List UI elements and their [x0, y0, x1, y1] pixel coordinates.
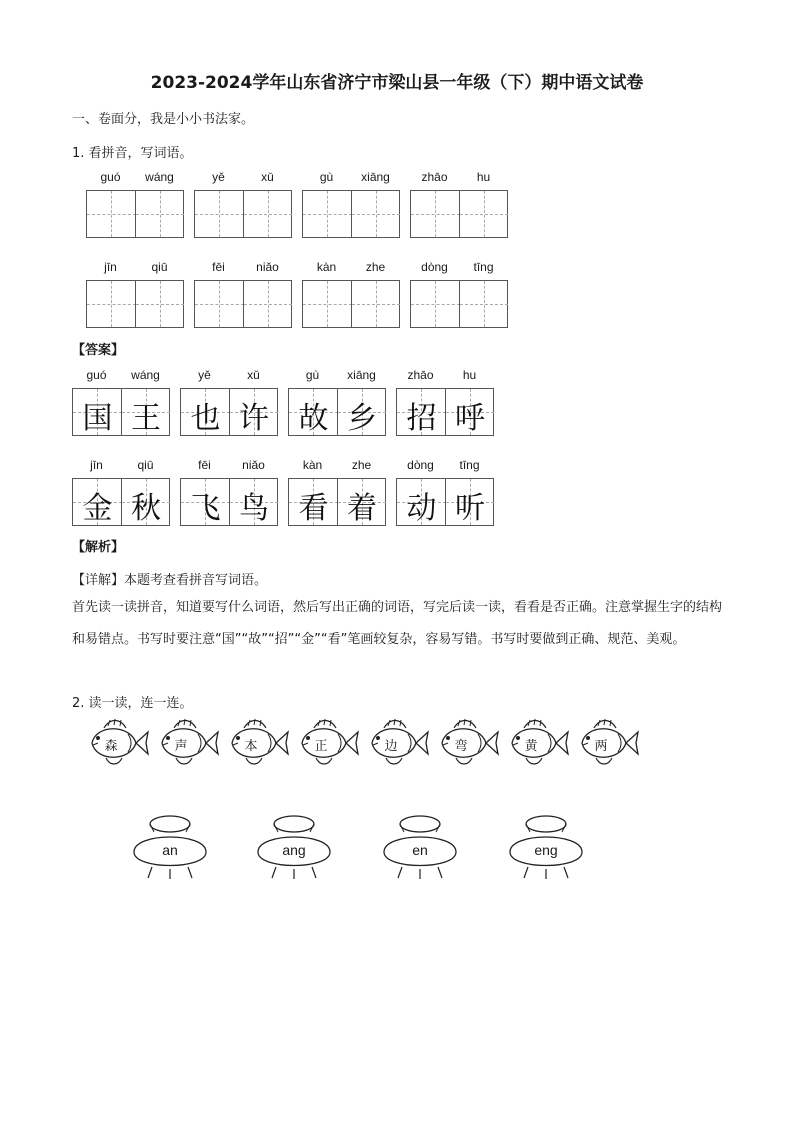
question-1: 1. 看拼音，写词语。	[72, 146, 193, 161]
pinyin-label: tīng	[459, 458, 480, 472]
pinyin-label: jīn	[90, 458, 103, 472]
pinyin-label: xǔ	[261, 170, 274, 184]
fish-character: 森	[104, 739, 118, 754]
pinyin-label: gù	[319, 170, 334, 184]
word-box-group	[72, 458, 170, 526]
tian-grid-cell	[445, 389, 494, 435]
tian-grid-box[interactable]	[86, 190, 184, 238]
pinyin-label: xǔ	[247, 368, 260, 382]
answer-character: 许	[239, 401, 269, 436]
word-box-group	[396, 458, 494, 526]
answer-character: 也	[190, 401, 221, 436]
fish-character: 黄	[524, 739, 538, 754]
tian-grid-cell[interactable]	[303, 191, 352, 237]
fish-card[interactable]	[576, 716, 640, 770]
tian-grid-cell	[229, 389, 278, 435]
pinyin-label: wáng	[145, 170, 174, 184]
answer-tag: 【答案】	[72, 343, 125, 358]
tian-grid-cell	[397, 389, 446, 435]
word-box-group	[180, 458, 278, 526]
rime-label: an	[162, 842, 178, 858]
pinyin-label: qiū	[151, 260, 168, 274]
tian-grid-cell[interactable]	[411, 191, 460, 237]
tian-grid-box	[72, 388, 170, 436]
rime-bowl[interactable]	[506, 812, 586, 882]
answer-character: 呼	[455, 401, 485, 436]
fish-card[interactable]	[296, 716, 360, 770]
tian-grid-cell	[229, 479, 278, 525]
answer-character: 秋	[131, 491, 161, 526]
tian-grid-cell[interactable]	[135, 281, 184, 327]
tian-grid-box	[288, 478, 386, 526]
explanation-paragraph: 首先读一读拼音，知道要写什么词语，然后写出正确的词语，写完后读一读，看看是否正确。注意掌握生字的结构和易错点。书写时要注意“国”“故”“招”“金”“看”笔画较复杂，容易写错。书写时要做到正确、规范、美观。	[72, 600, 723, 647]
fish-character: 弯	[454, 739, 468, 754]
pinyin-label: zhāo	[407, 368, 434, 382]
tian-grid-cell[interactable]	[303, 281, 352, 327]
tian-grid-cell[interactable]	[459, 191, 508, 237]
pinyin-label: yě	[198, 368, 211, 382]
tian-grid-cell	[73, 389, 122, 435]
fish-character: 正	[314, 739, 328, 754]
answer-character: 看	[298, 491, 329, 526]
tian-grid-box	[396, 478, 494, 526]
word-box-group	[288, 368, 386, 436]
pinyin-label: qiū	[137, 458, 154, 472]
rime-label: ang	[282, 842, 306, 858]
tian-grid-cell[interactable]	[351, 191, 400, 237]
tian-grid-cell	[73, 479, 122, 525]
answer-character: 故	[298, 401, 329, 436]
tian-grid-cell[interactable]	[195, 191, 244, 237]
word-box-group	[410, 172, 508, 220]
analysis-tag: 【解析】	[72, 540, 125, 555]
tian-grid-cell[interactable]	[87, 191, 136, 237]
pinyin-label: xiāng	[347, 368, 376, 382]
word-box-group	[194, 172, 292, 220]
fish-character: 声	[174, 739, 188, 754]
pinyin-label: gù	[305, 368, 320, 382]
fish-card[interactable]	[226, 716, 290, 770]
answer-character: 招	[406, 401, 437, 436]
word-box-group	[86, 262, 184, 310]
tian-grid-cell	[289, 479, 338, 525]
pinyin-label: hu	[476, 170, 491, 184]
pinyin-label: yě	[212, 170, 225, 184]
word-box-group	[288, 458, 386, 526]
tian-grid-box[interactable]	[302, 280, 400, 328]
pinyin-label: zhe	[351, 458, 372, 472]
tian-grid-box[interactable]	[302, 190, 400, 238]
tian-grid-cell[interactable]	[243, 191, 292, 237]
tian-grid-cell	[121, 389, 170, 435]
tian-grid-cell	[337, 479, 386, 525]
pinyin-label: zhāo	[421, 170, 448, 184]
fish-character: 边	[384, 739, 398, 754]
fish-card[interactable]	[506, 716, 570, 770]
pinyin-label: guó	[100, 170, 121, 184]
word-box-group	[86, 172, 184, 220]
pinyin-label: jīn	[104, 260, 117, 274]
fish-card[interactable]	[156, 716, 220, 770]
word-box-group	[302, 262, 400, 310]
word-box-group	[302, 172, 400, 220]
word-box-group	[410, 262, 508, 310]
pinyin-label: zhe	[365, 260, 386, 274]
tian-grid-box	[180, 388, 278, 436]
tian-grid-cell	[181, 479, 230, 525]
answer-character: 着	[347, 491, 377, 526]
fish-character: 本	[244, 739, 258, 754]
rime-bowl[interactable]	[130, 812, 210, 882]
pinyin-label: fēi	[212, 260, 225, 274]
fish-card[interactable]	[436, 716, 500, 770]
tian-grid-cell[interactable]	[351, 281, 400, 327]
rime-bowl[interactable]	[380, 812, 460, 882]
answer-character: 国	[82, 401, 113, 436]
pinyin-label: hu	[462, 368, 477, 382]
question-2: 2. 读一读，连一连。	[72, 696, 193, 711]
answer-character: 乡	[347, 401, 377, 436]
tian-grid-cell	[289, 389, 338, 435]
tian-grid-box[interactable]	[410, 280, 508, 328]
tian-grid-cell[interactable]	[459, 281, 508, 327]
tian-grid-cell[interactable]	[135, 191, 184, 237]
pinyin-label: niǎo	[256, 260, 279, 274]
tian-grid-cell	[121, 479, 170, 525]
rime-label: eng	[534, 842, 558, 858]
fish-card[interactable]	[366, 716, 430, 770]
pinyin-label: niǎo	[242, 458, 265, 472]
word-box-group	[180, 368, 278, 436]
tian-grid-cell	[181, 389, 230, 435]
word-box-group	[72, 368, 170, 436]
pinyin-label: kàn	[302, 458, 323, 472]
answer-character: 飞	[190, 491, 221, 526]
pinyin-label: xiāng	[361, 170, 390, 184]
tian-grid-box[interactable]	[194, 280, 292, 328]
tian-grid-cell[interactable]	[411, 281, 460, 327]
tian-grid-cell[interactable]	[87, 281, 136, 327]
answer-character: 动	[406, 491, 437, 526]
tian-grid-box	[72, 478, 170, 526]
rime-label: en	[412, 842, 428, 858]
pinyin-label: dòng	[407, 458, 434, 472]
answer-character: 听	[455, 491, 485, 526]
tian-grid-box	[396, 388, 494, 436]
answer-character: 王	[131, 401, 161, 436]
tian-grid-box	[180, 478, 278, 526]
pinyin-label: guó	[86, 368, 107, 382]
word-box-group	[194, 262, 292, 310]
fish-card[interactable]	[86, 716, 150, 770]
pinyin-label: dòng	[421, 260, 448, 274]
rime-bowl[interactable]	[254, 812, 334, 882]
tian-grid-box[interactable]	[194, 190, 292, 238]
tian-grid-box[interactable]	[86, 280, 184, 328]
pinyin-label: wáng	[131, 368, 160, 382]
tian-grid-cell[interactable]	[195, 281, 244, 327]
answer-character: 鸟	[239, 491, 269, 526]
tian-grid-cell	[397, 479, 446, 525]
detail-line: 【详解】本题考查看拼音写词语。	[72, 573, 268, 588]
section-heading: 一、卷面分，我是小小书法家。	[72, 112, 255, 127]
tian-grid-cell	[445, 479, 494, 525]
tian-grid-cell[interactable]	[243, 281, 292, 327]
tian-grid-box	[288, 388, 386, 436]
pinyin-label: kàn	[316, 260, 337, 274]
pinyin-label: tīng	[473, 260, 494, 274]
page-title: 2023-2024学年山东省济宁市梁山县一年级（下）期中语文试卷	[150, 73, 644, 93]
answer-character: 金	[82, 491, 113, 526]
tian-grid-cell	[337, 389, 386, 435]
fish-character: 两	[594, 739, 608, 754]
tian-grid-box[interactable]	[410, 190, 508, 238]
word-box-group	[396, 368, 494, 436]
pinyin-label: fēi	[198, 458, 211, 472]
